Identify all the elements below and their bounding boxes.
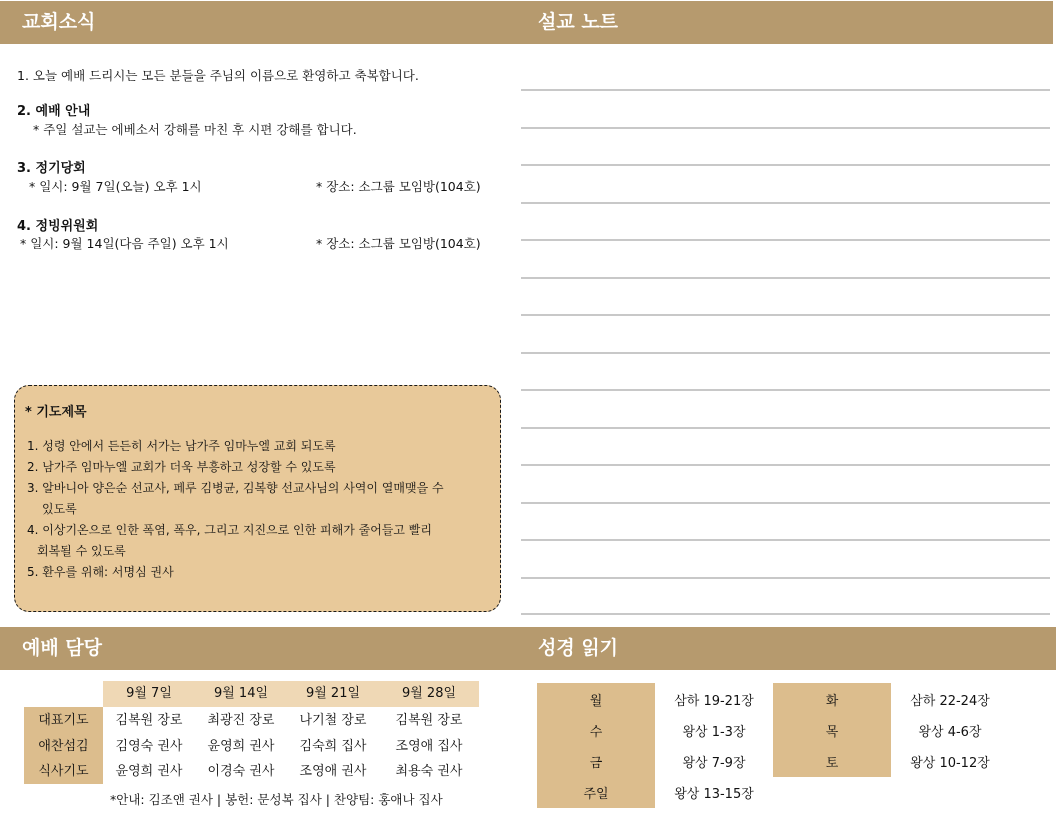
bible-day: 화 — [825, 694, 839, 709]
note-line — [521, 202, 1050, 204]
prayer-item-continued: 있도록 — [42, 502, 77, 516]
role-label: 애찬섬김 — [38, 739, 89, 754]
note-line — [521, 502, 1050, 504]
duty-cell: 조영애 권사 — [299, 764, 367, 779]
duty-cell: 윤영희 권사 — [115, 764, 183, 779]
note-line — [521, 539, 1050, 541]
news-item-committee-place: * 장소: 소그룹 모임방(104호) — [316, 236, 481, 251]
note-line — [521, 239, 1050, 241]
duty-cell: 최광진 장로 — [207, 713, 275, 728]
news-item-committee-heading: 4. 정빙위원회 — [17, 219, 99, 234]
note-line — [521, 577, 1050, 579]
note-line — [521, 389, 1050, 391]
news-item-session-place: * 장소: 소그룹 모임방(104호) — [316, 179, 481, 194]
bible-day: 토 — [825, 756, 839, 771]
duty-cell: 조영애 집사 — [395, 739, 463, 754]
date-header: 9월 14일 — [213, 686, 269, 701]
duty-cell: 이경숙 권사 — [207, 764, 275, 779]
bible-reading-title: 성경 읽기 — [538, 637, 619, 659]
duty-cell: 나기철 장로 — [299, 713, 367, 728]
duty-cell: 김복원 장로 — [395, 713, 463, 728]
worship-duty-header — [0, 627, 1056, 670]
worship-footnote: *안내: 김조앤 권사 | 봉헌: 문성복 집사 | 찬양팀: 홍애나 집사 — [110, 792, 443, 807]
note-line — [521, 89, 1050, 91]
duty-cell: 최용숙 권사 — [395, 764, 463, 779]
note-line — [521, 314, 1050, 316]
bible-reading: 왕상 1-3장 — [682, 725, 746, 740]
prayer-item-continued: 회복될 수 있도록 — [37, 544, 126, 558]
prayer-item: 4. 이상기온으로 인한 폭염, 폭우, 그리고 지진으로 인한 피해가 줄어들고 빨리 — [27, 523, 432, 537]
news-item-session-heading: 3. 정기당회 — [17, 161, 86, 176]
news-item-welcome: 1. 오늘 예배 드리시는 모든 분들을 주님의 이름으로 환영하고 축복합니다. — [17, 68, 419, 83]
news-item-worship-guide-heading: 2. 예배 안내 — [17, 104, 91, 119]
bible-reading: 왕상 10-12장 — [910, 756, 990, 771]
prayer-item: 1. 성령 안에서 든든히 서가는 남가주 임마누엘 교회 되도록 — [27, 439, 336, 453]
church-news-title: 교회소식 — [22, 11, 96, 33]
news-item-session-time: * 일시: 9월 7일(오늘) 오후 1시 — [29, 179, 202, 194]
note-line — [521, 277, 1050, 279]
bible-reading: 삼하 19-21장 — [674, 694, 754, 709]
prayer-requests-box — [14, 385, 501, 612]
date-header: 9월 28일 — [401, 686, 457, 701]
date-header: 9월 21일 — [305, 686, 361, 701]
note-line — [521, 164, 1050, 166]
role-label: 대표기도 — [38, 713, 89, 728]
date-header: 9월 7일 — [126, 686, 172, 701]
duty-cell: 김복원 장로 — [115, 713, 183, 728]
note-line — [521, 613, 1050, 615]
note-line — [521, 127, 1050, 129]
news-item-committee-time: * 일시: 9월 14일(다음 주일) 오후 1시 — [20, 236, 229, 251]
note-line — [521, 352, 1050, 354]
duty-cell: 윤영희 권사 — [207, 739, 275, 754]
role-label: 식사기도 — [38, 764, 89, 779]
duty-cell: 김영숙 권사 — [115, 739, 183, 754]
bible-day: 목 — [825, 725, 839, 740]
bible-reading: 왕상 7-9장 — [682, 756, 746, 771]
sermon-notes-title: 설교 노트 — [538, 11, 619, 33]
news-item-worship-guide-detail: * 주일 설교는 에베소서 강해를 마친 후 시편 강해를 합니다. — [33, 122, 357, 137]
note-line — [521, 427, 1050, 429]
prayer-item: 5. 환우를 위해: 서명심 권사 — [27, 565, 174, 579]
bible-day: 월 — [589, 694, 603, 709]
worship-duty-title: 예배 담당 — [22, 637, 103, 659]
bible-reading: 삼하 22-24장 — [910, 694, 990, 709]
church-news-header — [0, 1, 1053, 44]
duty-cell: 김숙희 집사 — [299, 739, 367, 754]
prayer-item: 2. 남가주 임마누엘 교회가 더욱 부흥하고 성장할 수 있도록 — [27, 460, 336, 474]
prayer-item: 3. 알바니아 양은순 선교사, 페루 김병균, 김복향 선교사님의 사역이 열매맺을 수 — [27, 481, 444, 495]
note-line — [521, 464, 1050, 466]
bible-reading: 왕상 13-15장 — [674, 787, 754, 802]
prayer-requests-title: * 기도제목 — [25, 405, 87, 420]
bible-day: 금 — [589, 756, 603, 771]
bible-day: 수 — [589, 725, 603, 740]
bible-reading: 왕상 4-6장 — [918, 725, 982, 740]
bible-day: 주일 — [583, 787, 609, 802]
